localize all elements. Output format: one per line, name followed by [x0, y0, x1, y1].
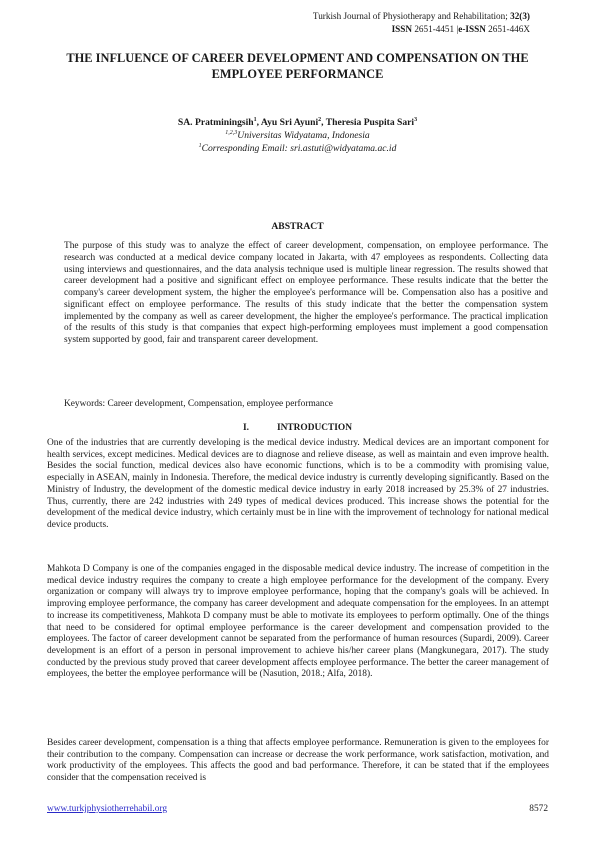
- issn-value: 2651-4451: [414, 24, 455, 34]
- eissn-label: e-ISSN: [458, 24, 486, 34]
- email-sup: 1: [198, 142, 202, 149]
- abstract-text: The purpose of this study was to analyze the effect of career development, compensation, on employee performance. The research was conducted at a medical device company located in Jakarta, with 47 employees as respondents. Collecting data using interviews and questionnaires, and the data analysis technique used is multiple linear regression. The results showed that career development had a positive and significant effect on employee performance. These results indicate that the better the company's career development system, the higher the employee's performance will be. Compensation also has a positive and significant effect on employee performance. The results of this study indicate that the better the compensation system implemented by the company as well as career development, the higher the employee's performance. The practical implication of the results of this study is that companies that expect high-performing employees must implement a good compensation system supported by good, fair and transparent career development.: [64, 241, 548, 345]
- section-number: I.: [242, 423, 249, 433]
- journal-header: [313, 10, 530, 36]
- issn-label: ISSN: [391, 24, 413, 34]
- affiliation-text: Universitas Widyatama, Indonesia: [237, 130, 370, 141]
- intro-paragraph-1: One of the industries that are currently developing is the medical device industry. Medical devices are an important component for health services, except medicines. Medical devices are to diagnose and relieve disease, as well as maintain and even improve health. Besides the social function, medical devices also have economic functions, which is to be a commodity with promising value, especially in ASEAN, mainly in Indonesia. Therefore, the medical device industry is currently developing significantly. Based on the Ministry of Industry, the development of the domestic medical device industry in early 2018 increased by 25.3% of 27 industries. Thus, currently, there are 242 industries with 249 types of medical devices produced. This increase shows the potential for the development of the medical device industry, which certainly must be in line with the improvement of technology for national medical device products.: [47, 438, 549, 530]
- section-heading: [0, 423, 595, 433]
- author-names: SA. Pratminingsih$^1$, Ayu Sri Ayuni$^2$, Theresia Puspita Sari$^3$: [177, 116, 418, 128]
- paper-title: THE INFLUENCE OF CAREER DEVELOPMENT AND COMPENSATION ON THE EMPLOYEE PERFORMANCE: [66, 51, 529, 81]
- email-text: Corresponding Email: sri.astuti@widyatama.ac.id: [201, 143, 397, 154]
- journal-volume: 32(3): [510, 11, 530, 21]
- author-1: SA. Pratminingsih: [177, 117, 254, 128]
- abstract-heading: ABSTRACT: [271, 221, 324, 232]
- journal-website-link[interactable]: www.turkjphysiotherrehabil.org: [47, 804, 168, 814]
- affiliation-sup: 1,2,3: [225, 129, 238, 136]
- eissn-value: 2651-446X: [488, 24, 530, 34]
- keywords: Keywords: Career development, Compensation, employee performance: [64, 399, 333, 409]
- intro-paragraph-3: Besides career development, compensation is a thing that affects employee performance. Remuneration is given to the employees for their contribution to the company. Compensation can increase or decrease the work performance, work satisfaction, motivation, and work productivity of the employees. This affects the good and bad performance. Therefore, it can be stated that if the employees consider that the compensation received is: [47, 738, 549, 784]
- journal-name: Turkish Journal of Physiotherapy and Rehabilitation;: [312, 11, 508, 21]
- intro-paragraph-2: Mahkota D Company is one of the companies engaged in the disposable medical device industry. The increase of competition in the medical device industry requires the company to create a high employee performance for the development of the company. Every organization or company will always try to improve employee performance, hoping that the company's goals will be achieved. In improving employee performance, the company has career development and adequate compensation for the employees. In an attempt to increase its competitiveness, Mahkota D company must be able to motivate its employees to perform optimally. One of the things that need to be considered for optimal employee performance is the career development and compensation provided to the employees. The factor of career development cannot be separated from the performance of human resources (Supardi, 2009). Career development is an effort of a person in personal improvement to achieve his/her career plans (Mangkunegara, 2017). The study conducted by the previous study proved that career development affects employee performance. The better the career management of employees, the better the employee performance will be (Nasution, 2018.; Alfa, 2018).: [47, 564, 549, 680]
- page-number: 8572: [529, 804, 548, 814]
- author-block: [0, 116, 595, 155]
- issn-separator: |: [454, 24, 459, 34]
- author-2: Ayu Sri Ayuni: [260, 117, 319, 128]
- issn-line: [313, 23, 530, 36]
- author-3: Theresia Puspita Sari: [325, 117, 415, 128]
- author-2-sup: 2: [318, 116, 322, 123]
- author-3-sup: 3: [414, 116, 418, 123]
- journal-line: [313, 10, 530, 23]
- affiliation: [0, 129, 595, 142]
- section-title: INTRODUCTION: [276, 423, 352, 433]
- author-1-sup: 1: [253, 116, 257, 123]
- corresponding-email: [0, 142, 595, 155]
